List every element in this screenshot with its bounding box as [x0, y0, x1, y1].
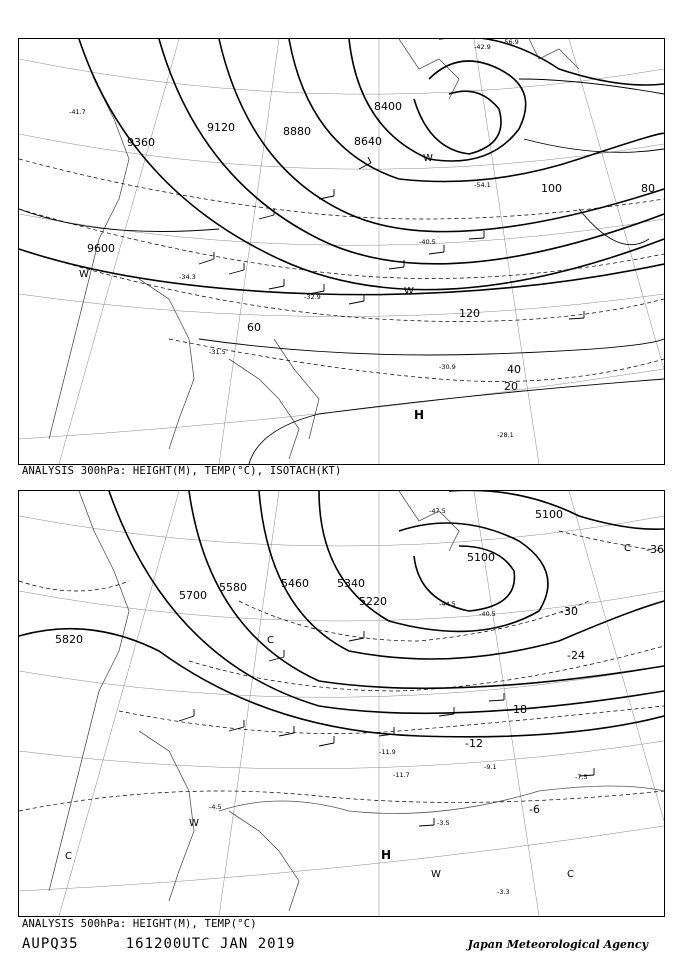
isotach-label: 100: [541, 182, 562, 195]
height-label: 8400: [374, 100, 402, 113]
map-300hpa: [18, 38, 665, 465]
cold-mark: C: [65, 851, 72, 862]
temp-label: -47.5: [429, 507, 446, 515]
isotherm-label: -12: [465, 737, 483, 750]
chart-code: AUPQ35: [22, 936, 79, 952]
graticule: [19, 39, 664, 464]
temp-label: -42.9: [474, 43, 491, 51]
isotach-labels: [247, 182, 655, 393]
height-label: 9120: [207, 121, 235, 134]
height-label: 5100: [467, 551, 495, 564]
temp-label: -44.5: [439, 600, 456, 608]
temp-label: -11.9: [379, 748, 396, 756]
coastlines: [49, 491, 664, 911]
height-label: 9600: [87, 242, 115, 255]
chart-id-and-time: [22, 936, 295, 952]
temp-label: -9.1: [484, 763, 497, 771]
temp-label: -30.9: [439, 363, 456, 371]
height-label: 5220: [359, 595, 387, 608]
graticule: [19, 491, 664, 916]
height-label: 5820: [55, 633, 83, 646]
temp-label: -40.5: [479, 610, 496, 618]
coastlines: [49, 39, 579, 459]
isotherm-label: -24: [567, 649, 585, 662]
agency-name: Japan Meteorological Agency: [467, 938, 648, 951]
wind-barbs: [179, 631, 594, 826]
warm-mark: W: [423, 153, 433, 164]
temp-label: -3.3: [497, 888, 510, 896]
height-label: 9360: [127, 136, 155, 149]
height-label: 5700: [179, 589, 207, 602]
height-label: 5340: [337, 577, 365, 590]
high-pressure-mark: H: [414, 408, 425, 422]
map-500hpa: [18, 490, 665, 917]
temp-label: -31.5: [209, 348, 226, 356]
map-500hpa-canvas: [19, 491, 664, 916]
height-contours: [19, 39, 664, 295]
map-300hpa-canvas: [19, 39, 664, 464]
warm-mark: W: [79, 269, 89, 280]
isotach-label: 40: [507, 363, 521, 376]
temp-label: -40.5: [419, 238, 436, 246]
height-label: 8880: [283, 125, 311, 138]
valid-time: 161200UTC JAN 2019: [125, 936, 296, 952]
height-label: 5100: [535, 508, 563, 521]
isotherm-label: -30: [560, 605, 578, 618]
height-label: 8640: [354, 135, 382, 148]
temp-label: -41.7: [69, 108, 86, 116]
temp-label: -3.5: [437, 819, 450, 827]
temperature-labels: [69, 39, 519, 439]
height-label: 5460: [281, 577, 309, 590]
temp-label: -11.7: [393, 771, 410, 779]
temp-label: -7.5: [575, 773, 588, 781]
temp-label: -28.1: [497, 431, 514, 439]
height-label: 5580: [219, 581, 247, 594]
warm-mark: W: [189, 818, 199, 829]
temp-label: -34.3: [179, 273, 196, 281]
caption-500hpa: ANALYSIS 500hPa: HEIGHT(M), TEMP(°C): [22, 918, 257, 930]
isotach-label: 80: [641, 182, 655, 195]
isotherm-label: -6: [529, 803, 540, 816]
isotherms: [19, 531, 664, 811]
isotachs: [19, 79, 664, 464]
temp-label: -4.5: [209, 803, 222, 811]
isotach-label: 60: [247, 321, 261, 334]
cold-mark: C: [267, 635, 274, 646]
temp-label: -32.9: [304, 293, 321, 301]
cold-mark: C: [567, 869, 574, 880]
isotherm-label: -36: [646, 543, 664, 556]
temp-label: -56.9: [502, 39, 519, 46]
temp-label: -54.1: [474, 181, 491, 189]
high-pressure-mark: H: [381, 848, 392, 862]
isotherm-label: -18: [509, 703, 527, 716]
caption-300hpa: ANALYSIS 300hPa: HEIGHT(M), TEMP(°C), ISOTACH(KT): [22, 465, 342, 477]
isotach-label: 20: [504, 380, 518, 393]
warm-mark: W: [404, 286, 414, 297]
cold-mark: C: [624, 543, 631, 554]
warm-mark: W: [431, 869, 441, 880]
isotach-label: 120: [459, 307, 480, 320]
